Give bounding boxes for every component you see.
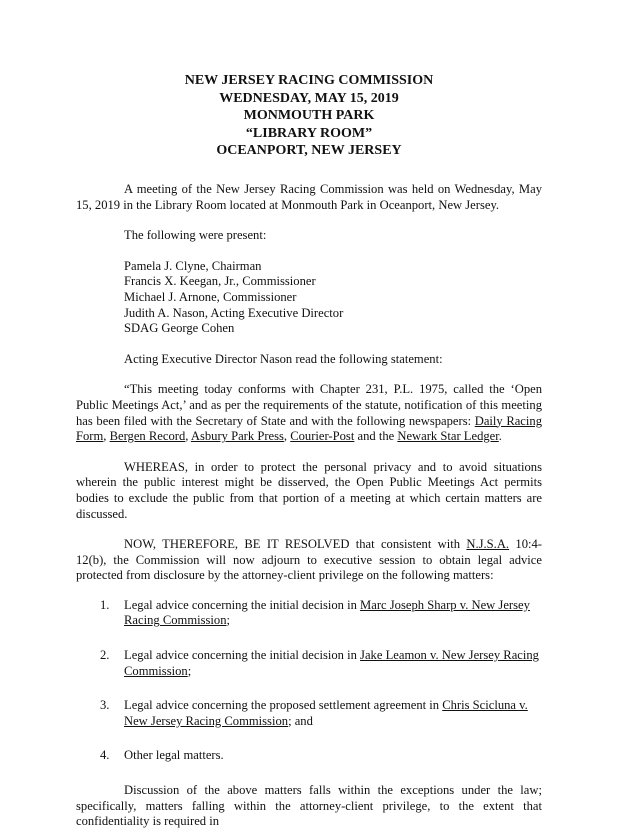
list-item xyxy=(76,748,542,764)
document-header xyxy=(0,72,618,160)
statement-paragraph xyxy=(76,382,542,444)
statute-reference: N.J.S.A. xyxy=(466,537,510,552)
statement-intro: Acting Executive Director Nason read the following statement: xyxy=(124,351,443,366)
case-name: Marc Joseph Sharp v. New Jersey Racing Commission xyxy=(124,597,530,628)
header-location: OCEANPORT, NEW JERSEY xyxy=(216,143,402,158)
header-date: WEDNESDAY, MAY 15, 2019 xyxy=(219,90,399,106)
list-text: Legal advice concerning the proposed settlement agreement in xyxy=(124,698,443,713)
header-room: “LIBRARY ROOM” xyxy=(245,125,373,141)
newspaper-courier-post: Courier-Post xyxy=(290,429,355,444)
list-text-end: ; and xyxy=(288,713,313,728)
matters-list xyxy=(76,598,542,764)
newspaper-newark-star-ledger: Newark Star Ledger xyxy=(397,429,499,444)
separator: , xyxy=(103,429,110,444)
case-name: Jake Leamon v. New Jersey Racing Commission xyxy=(124,648,539,678)
newspaper-daily-racing-form: Daily Racing Form xyxy=(76,413,542,444)
list-text: Legal advice concerning the initial decision in xyxy=(124,597,361,612)
attendee-item: Francis X. Keegan, Jr., Commissioner xyxy=(124,274,316,289)
list-text: Other legal matters. xyxy=(124,748,224,763)
attendee-item: Pamela J. Clyne, Chairman xyxy=(124,258,262,273)
resolved-text: NOW, THEREFORE, BE IT RESOLVED that consistent with xyxy=(124,537,467,552)
header-venue: MONMOUTH PARK xyxy=(243,108,375,123)
list-text: Legal advice concerning the initial decision in xyxy=(124,648,361,663)
case-name: Chris Scicluna v. New Jersey Racing Commission xyxy=(124,698,528,728)
newspaper-bergen-record: Bergen Record xyxy=(109,429,186,444)
separator: , xyxy=(185,429,191,444)
attendee-list xyxy=(124,259,542,337)
attendee-item: Michael J. Arnone, Commissioner xyxy=(124,289,297,304)
header-title: NEW JERSEY RACING COMMISSION xyxy=(184,73,434,88)
list-number: 1. xyxy=(100,597,110,612)
list-item xyxy=(76,698,542,729)
list-item xyxy=(76,648,542,679)
list-number: 2. xyxy=(100,648,110,663)
resolved-paragraph xyxy=(76,537,542,584)
document-body xyxy=(76,182,542,830)
whereas-paragraph: WHEREAS, in order to protect the personal privacy and to avoid situations wherein the public interest might be disserved, the Open Public Meetings Act permits bodies to exclude the public from that portion of a meeting at which certain matters are discussed. xyxy=(76,459,542,521)
statement-end: . xyxy=(498,429,502,444)
list-item xyxy=(76,598,542,629)
list-text-end: ; xyxy=(226,613,231,628)
attendee-item: Judith A. Nason, Acting Executive Director xyxy=(124,305,344,320)
separator: and the xyxy=(354,429,398,444)
present-label: The following were present: xyxy=(124,228,267,243)
list-number: 3. xyxy=(100,698,110,713)
statement-text: “This meeting today conforms with Chapter 231, P.L. 1975, called the ‘Open Public Meetings Act,’ and as per the requirements of the statute, notification of this meeting has been filed with the Secretary of State and with the following newspapers: xyxy=(76,382,542,428)
separator: , xyxy=(283,429,291,444)
list-number: 4. xyxy=(100,748,110,763)
closing-paragraph: Discussion of the above matters falls within the exceptions under the law; specifically, matters falling within the attorney-client privilege, to the extent that confidentiality is required in xyxy=(76,783,542,829)
list-text-end: ; xyxy=(187,663,192,678)
intro-paragraph: A meeting of the New Jersey Racing Commission was held on Wednesday, May 15, 2019 in the Library Room located at Monmouth Park in Oceanport, New Jersey. xyxy=(76,182,542,212)
attendee-item: SDAG George Cohen xyxy=(124,321,235,336)
resolved-text: 10:4-12(b), the Commission will now adjourn to executive session to obtain legal advice protected from disclosure by the attorney-client privilege on the following matters: xyxy=(76,537,543,583)
newspaper-asbury-park-press: Asbury Park Press xyxy=(190,429,284,444)
